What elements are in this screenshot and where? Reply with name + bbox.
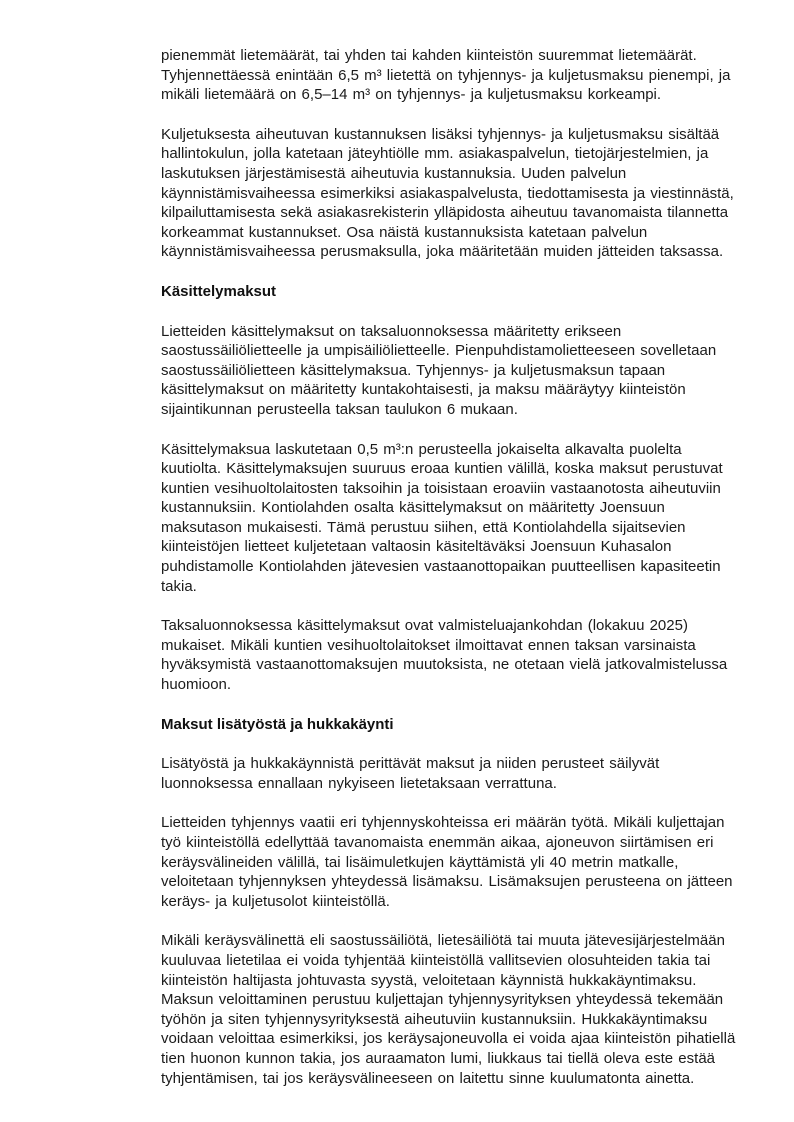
paragraph-draft-fees-october-2025: Taksaluonnoksessa käsittelymaksut ovat valmisteluajankohdan (lokakuu 2025) mukaiset. Mikäli kuntien vesihuoltolaitokset ilmoittavat ennen taksan varsinaista hyväksymistä vastaanottomaksujen muutoksista, ne otetaan vielä jatkovalmistelussa huomioon. xyxy=(161,617,728,694)
paragraph-transport-costs-admin-fee: Kuljetuksesta aiheutuvan kustannuksen lisäksi tyhjennys- ja kuljetusmaksu sisältää hallintokulun, jolla katetaan jäteyhtiölle mm. asiakaspalvelun, tietojärjestelmien, ja laskutuksen järjestämisestä aiheutuvia kustannuksia. Uuden palvelun käynnistämisvaiheessa esimerkiksi asiakaspalvelusta, tiedottamisesta ja viestinnästä, kilpailuttamisesta sekä asiakasrekisterin ylläpidosta aiheutuu tavanomaista tilannetta korkeammat kustannukset. Osa näistä kustannuksista katetaan palvelun käynnistämisvaiheessa perusmaksulla, joka määritetään muiden jätteiden taksassa. xyxy=(161,125,734,261)
section-heading-extra-work-and-wasted-trip: Maksut lisätyöstä ja hukkakäynti xyxy=(161,715,394,733)
paragraph-treatment-fee-billing-basis: Käsittelymaksua laskutetaan 0,5 m³:n perusteella jokaiselta alkavalta puolelta kuutiolta. Käsittelymaksujen suuruus eroaa kuntien välillä, koska maksut perustuvat kuntien vesihuoltolaitosten taksoihin ja toisistaan eroaviin vastaanotosta aiheutuviin kustannuksiin. Kontiolahden osalta käsittelymaksut on määritetty Joensuun maksutason mukaisesti. Tämä perustuu siihen, että Kontiolahdella sijaitsevien kiinteistöjen lietteet kuljetetaan valtaosin käsiteltäväksi Joensuun Kuhasalon puhdistamolle Kontiolahden jätevesien vastaanottopaikan puutteellisen kapasiteetin takia. xyxy=(161,440,723,595)
paragraph-wasted-trip-fee-conditions: Mikäli keräysvälinettä eli saostussäiliötä, lietesäiliötä tai muuta jätevesijärjestelmään kuuluvaa lietetilaa ei voida tyhjentää kiinteistöllä vallitsevien olosuhteiden takia tai kiinteistön haltijasta johtuvasta syystä, veloitetaan käynnistä hukkakäyntimaksu. Maksun veloittaminen perustuu kuljettajan tyhjennysyrityksen yhteydessä tekemään työhön ja siten tyhjennysyrityksestä aiheutuviin kustannuksiin. Hukkakäyntimaksu voidaan veloittaa esimerkiksi, jos keräysajoneuvolla ei voida ajaa kiinteistön pihatiellä tien huonon kunnon takia, jos auraamaton lumi, liukkaus tai tiellä oleva este estää tyhjentämisen, tai jos keräysvälineeseen on laitettu sinne kuulumatonta ainetta. xyxy=(161,932,736,1087)
paragraph-emptying-extra-fee-conditions: Lietteiden tyhjennys vaatii eri tyhjennyskohteissa eri määrän työtä. Mikäli kuljettajan työ kiinteistöllä edellyttää tavanomaista enemmän aikaa, ajoneuvon siirtämisen eri keräysvälineiden välillä, tai lisäimuletkujen käyttämistä yli 40 metrin matkalle, veloitetaan tyhjennyksen yhteydessä lisämaksu. Lisämaksujen perusteena on jätteen keräys- ja kuljetusolot kiinteistöllä. xyxy=(161,814,733,910)
section-heading-treatment-fees: Käsittelymaksut xyxy=(161,282,277,300)
paragraph-extra-work-fees-unchanged: Lisätyöstä ja hukkakäynnistä perittävät maksut ja niiden perusteet säilyvät luonnoksessa ennallaan nykyiseen lietetaksaan verrattuna. xyxy=(161,755,660,792)
paragraph-treatment-fee-definition: Lietteiden käsittelymaksut on taksaluonnoksessa määritetty erikseen saostussäiliölietteelle ja umpisäiliölietteelle. Pienpuhdistamolietteeseen sovelletaan saostussäiliölietteen käsittelymaksua. Tyhjennys- ja kuljetusmaksun tapaan käsittelymaksut on määritetty kuntakohtaisesti, ja maksu määräytyy kiinteistön sijaintikunnan perusteella taksan taulukon 6 mukaan. xyxy=(161,322,717,418)
paragraph-liquid-waste-amounts: pienemmät lietemäärät, tai yhden tai kahden kiinteistön suuremmat lietemäärät. Tyhjennettäessä enintään 6,5 m³ lietettä on tyhjennys- ja kuljetusmaksu pienempi, ja mikäli lietemäärä on 6,5–14 m³ on tyhjennys- ja kuljetusmaksu korkeampi. xyxy=(161,47,731,104)
